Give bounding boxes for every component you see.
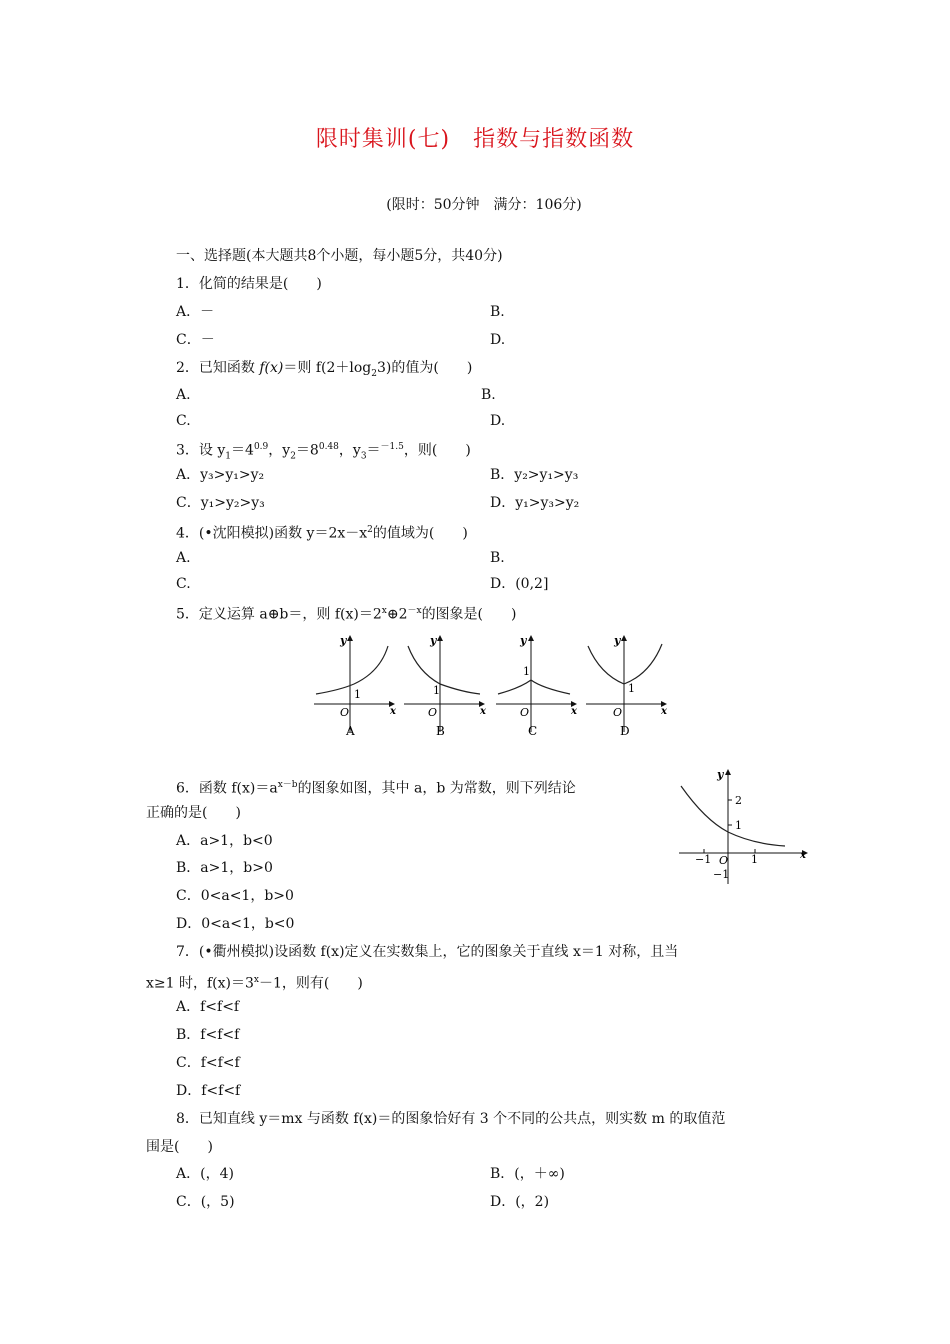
origin-label: O [340,706,350,719]
question-7-option-b: B．f<f<f [176,1027,240,1043]
question-4-option-d: D．(0,2] [490,576,549,592]
graph-option-a [314,634,397,738]
question-5-graphs [300,628,680,740]
question-6-stem-line1: 6．函数 $f(x)=a^{x-b}$的图象如图，其中 a，b 为常数，则下列结论 [176,780,576,797]
tick-label-neg1-x: −1 [695,853,712,866]
y-axis-label: y [340,634,347,647]
origin-label: O [719,854,729,867]
graph-label-a: A [346,724,355,738]
question-1-stem: 1．化简的结果是( ) [176,276,322,292]
question-7-option-a: A．f<f<f [176,999,240,1015]
question-6-stem-line2: 正确的是( ) [146,805,241,821]
question-6-graph [675,764,815,886]
question-7-stem-line1: 7．(•衢州模拟)设函数 f(x)定义在实数集上，它的图象关于直线 x＝1 对称，且当 [176,944,679,960]
tick-label-1-x: 1 [751,853,758,866]
question-4-stem: 4．(•沈阳模拟)函数 $y=2x-x^2$的值域为( ) [176,525,468,542]
question-8-option-b: B．(，＋∞) [490,1166,565,1182]
question-2-stem: 2．已知函数 f(x)＝则 $f(2+\log_23)$的值为( ) [176,360,473,379]
page-title: 限时集训(七) 指数与指数函数 [315,127,635,152]
question-1-option-b: B. [490,304,505,320]
x-axis-label: x [800,850,806,861]
question-2-option-b: B. [481,387,496,403]
question-3-stem: 3．设 $y_1=4^{0.9}$，$y_2=8^{0.48}$，$y_3=^{-1.5}$，则( ) [176,442,471,462]
tick-label-neg1-y: −1 [713,868,730,881]
question-8-stem-line1: 8．已知直线 y＝mx 与函数 f(x)＝的图象恰好有 3 个不同的公共点，则实数 m 的取值范 [176,1111,726,1127]
x-axis-label: x [571,706,577,717]
question-8-option-c: C．(，5) [176,1194,235,1210]
tick-label-1: 1 [523,665,530,678]
x-axis-label: x [480,706,486,717]
tick-label-1: 1 [735,819,742,832]
tick-label-1: 1 [354,688,361,701]
question-1-option-d: D. [490,332,506,348]
graph-label-d: D [620,724,630,738]
question-1-option-a: A．－ [176,304,215,320]
tick-label-2: 2 [735,794,742,807]
graph-label-b: B [436,724,445,738]
time-limit-subtitle: (限时：50分钟 满分：106分) [386,197,582,213]
x-axis-label: x [661,706,667,717]
question-2-option-c: C. [176,413,191,429]
question-6-option-c: C．0<a<1，b>0 [176,888,294,904]
graph-option-c [496,634,578,738]
question-8-stem-line2: 围是( ) [146,1139,213,1155]
question-7-option-d: D．f<f<f [176,1083,241,1099]
graph-option-b [404,634,487,738]
origin-label: O [613,706,623,719]
question-2-option-a: A. [176,387,191,403]
graph-label-c: C [528,724,538,738]
section-heading: 一、选择题(本大题共8个小题，每小题5分，共40分) [176,248,503,264]
question-4-option-c: C. [176,576,191,592]
question-8-option-d: D．(，2) [490,1194,550,1210]
x-axis-label: x [390,706,396,717]
question-6-option-a: A．a>1，b<0 [176,833,273,849]
question-7-stem-line2: x≥1 时，$f(x)=3^x-1$，则有( ) [146,975,363,992]
y-axis-label: y [430,634,437,647]
y-axis-label: y [614,634,621,647]
question-3-option-b: B．y₂>y₁>y₃ [490,467,579,483]
question-3-option-d: D．y₁>y₃>y₂ [490,495,580,511]
question-7-option-c: C．f<f<f [176,1055,240,1071]
question-4-option-a: A. [176,550,191,566]
tick-label-1: 1 [433,684,440,697]
question-4-option-b: B. [490,550,505,566]
y-axis-label: y [520,634,527,647]
graph-option-d [586,634,668,738]
question-8-option-a: A．(，4) [176,1166,234,1182]
y-axis-label: y [717,768,724,781]
question-3-option-a: A．y₃>y₁>y₂ [176,467,265,483]
question-1-option-c: C．－ [176,332,215,348]
question-3-option-c: C．y₁>y₂>y₃ [176,495,265,511]
question-2-option-d: D. [490,413,506,429]
question-6-option-b: B．a>1，b>0 [176,860,273,876]
origin-label: O [428,706,438,719]
tick-label-1: 1 [628,682,635,695]
question-6-option-d: D．0<a<1，b<0 [176,916,295,932]
question-5-stem: 5．定义运算 a⊕b＝，则 $f(x)=2^x\oplus 2^{-x}$的图象是( ) [176,606,517,623]
origin-label: O [520,706,530,719]
